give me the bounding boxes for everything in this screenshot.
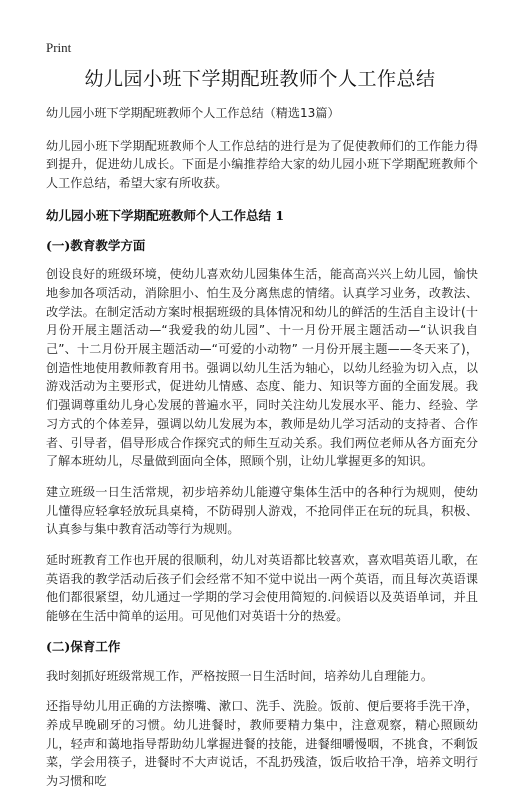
body-paragraph: 建立班级一日生活常规，初步培养幼儿能遵守集体生活中的各种行为规则，使幼儿懂得应轻拿轻放玩具桌椅，不防碍别人游戏，不抢同伴正在玩的玩具，积极、认真参与集中教育活动等行为规则。	[46, 484, 478, 537]
body-paragraph: 创设良好的班级环境，使幼儿喜欢幼儿园集体生活，能高高兴兴上幼儿园，愉快地参加各项活动，消除胆小、怕生及分离焦虑的情绪。认真学习业务，改教法、改学法。在制定活动方案时根据班级的具体情况和幼儿的鲜活的生活自主设计(十月份开展主题活动—“我爱我的幼儿园”、十一月份开展主题活动—“认识我自己”、十二月份开展主题活动—“可爱的小动物” 一月份开展主题——冬天来了)，创造性地使用教师教育用书。强调以幼儿生活为轴心，以幼儿经验为切入点，以游戏活动为主要形式，促进幼儿情感、态度、能力、知识等方面的全面发展。我们强调尊重幼儿身心发展的普遍水平，同时关注幼儿发展水平、能力、经验、学习方式的个体差异，强调以幼儿发展为本，教师是幼儿学习活动的支持者、合作者、引导者，倡导形成合作探究式的师生互动关系。我们两位老师从各方面充分了解本班幼儿，尽量做到面向全体，照顾个别，让幼儿掌握更多的知识。	[46, 267, 478, 469]
print-link[interactable]: Print	[46, 40, 72, 55]
article-body	[46, 104, 478, 803]
body-paragraph: 还指导幼儿用正确的方法擦嘴、漱口、洗手、洗脸。饭前、便后要将手洗干净，养成早晚刷牙的习惯。幼儿进餐时，教师要精力集中，注意观察，精心照顾幼儿，轻声和蔼地指导帮助幼儿掌握进餐的技能，进餐细嚼慢咽，不挑食，不剩饭菜，学会用筷子，进餐时不大声说话，不乱扔残渣，饭后收拾干净，培养文明行为习惯和吃	[46, 699, 478, 789]
page-title: 幼儿园小班下学期配班教师个人工作总结	[84, 68, 436, 90]
body-paragraph: 延时班教育工作也开展的很顺利，幼儿对英语都比较喜欢，喜欢唱英语儿歌，在英语我的教学活动后孩子们会经常不知不觉中说出一两个英语，而且每次英语课他们都很紧望，幼儿通过一学期的学习会使用简短的.问候语以及英语单词，并且能够在生活中简单的运用。可见他们对英语十分的热爱。	[46, 553, 478, 624]
article-subtitle: 幼儿园小班下学期配班教师个人工作总结（精选13篇）	[46, 106, 340, 120]
section-heading: 幼儿园小班下学期配班教师个人工作总结 1	[46, 207, 285, 223]
body-paragraph: 我时刻抓好班级常规工作，严格按照一日生活时间，培养幼儿自理能力。	[46, 668, 434, 683]
intro-paragraph: 幼儿园小班下学期配班教师个人工作总结的进行是为了促使教师们的工作能力得到提升，促进幼儿成长。下面是小编推荐给大家的幼儿园小班下学期配班教师个人工作总结，希望大家有所收获。	[46, 138, 478, 191]
subsection-heading-teaching: (一)教育教学方面	[46, 237, 146, 253]
subsection-heading-care: (二)保育工作	[46, 638, 121, 654]
